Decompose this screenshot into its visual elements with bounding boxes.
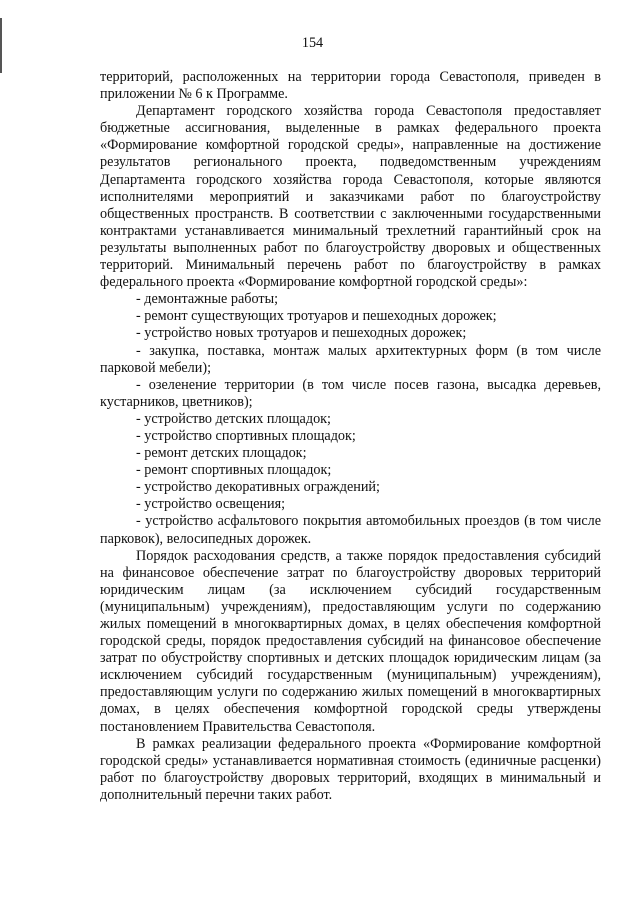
list-item: - ремонт детских площадок; — [136, 445, 307, 462]
list-item: - устройство декоративных ограждений; — [136, 479, 380, 496]
list-item: - озеленение территории (в том числе посев газона, высадка деревьев, кустарников, цветников); — [100, 376, 601, 410]
work-list — [100, 291, 601, 547]
list-item: - устройство освещения; — [136, 496, 286, 513]
list-item: - устройство новых тротуаров и пешеходных дорожек; — [136, 325, 467, 342]
paragraph-continuation: территорий, расположенных на территории города Севастополя, приведен в приложении № 6 к Программе. — [100, 69, 601, 103]
list-item: - ремонт существующих тротуаров и пешеходных дорожек; — [136, 308, 497, 325]
paragraph-budget-allocations: Департамент городского хозяйства города Севастополя предоставляет бюджетные ассигнования, выделенные в рамках федерального проекта «Формирование комфортной городской среды», направленные на достижение результатов регионального проекта, подведомственным учреждениям Департамента городского хозяйства города Севастополя, которые являются исполнителями мероприятий и заказчиками работ по благоустройству общественных пространств. В соответствии с заключенными государственными контрактами устанавливается минимальный трехлетний гарантийный срок на результаты выполненных работ по благоустройству дворовых и общественных территорий. Минимальный перечень работ по благоустройству в рамках федерального проекта «Формирование комфортной городской среды»: — [100, 103, 601, 291]
list-item: - закупка, поставка, монтаж малых архитектурных форм (в том числе парковой мебели); — [100, 342, 601, 376]
page-number: 154 — [301, 35, 324, 51]
list-item: - демонтажные работы; — [136, 291, 279, 308]
list-item: - устройство спортивных площадок; — [136, 427, 356, 444]
list-item: - устройство детских площадок; — [136, 410, 332, 427]
list-item: - ремонт спортивных площадок; — [136, 462, 332, 479]
paragraph-standard-cost: В рамках реализации федерального проекта «Формирование комфортной городской среды» устанавливается нормативная стоимость (единичные расценки) работ по благоустройству дворовых территорий, входящих в минимальный и дополнительный перечни таких работ. — [100, 735, 601, 803]
page-body — [100, 69, 601, 804]
list-item: - устройство асфальтового покрытия автомобильных проездов (в том числе парковок), велосипедных дорожек. — [100, 513, 601, 547]
paragraph-subsidy-procedure: Порядок расходования средств, а также порядок предоставления субсидий на финансовое обеспечение затрат по благоустройству дворовых территорий юридическим лицам (за исключением субсидий государственным (муниципальным) учреждениям), предоставляющим услуги по содержанию жилых помещений в многоквартирных домах, в целях обеспечения комфортной городской среды, порядок предоставления субсидий на финансовое обеспечение затрат по обустройству спортивных и детских площадок юридическим лицам (за исключением субсидий государственным (муниципальным) учреждениям), предоставляющим услуги по содержанию жилых помещений в многоквартирных домах, в целях обеспечения комфортной городской среды утверждены постановлением Правительства Севастополя. — [100, 547, 601, 735]
